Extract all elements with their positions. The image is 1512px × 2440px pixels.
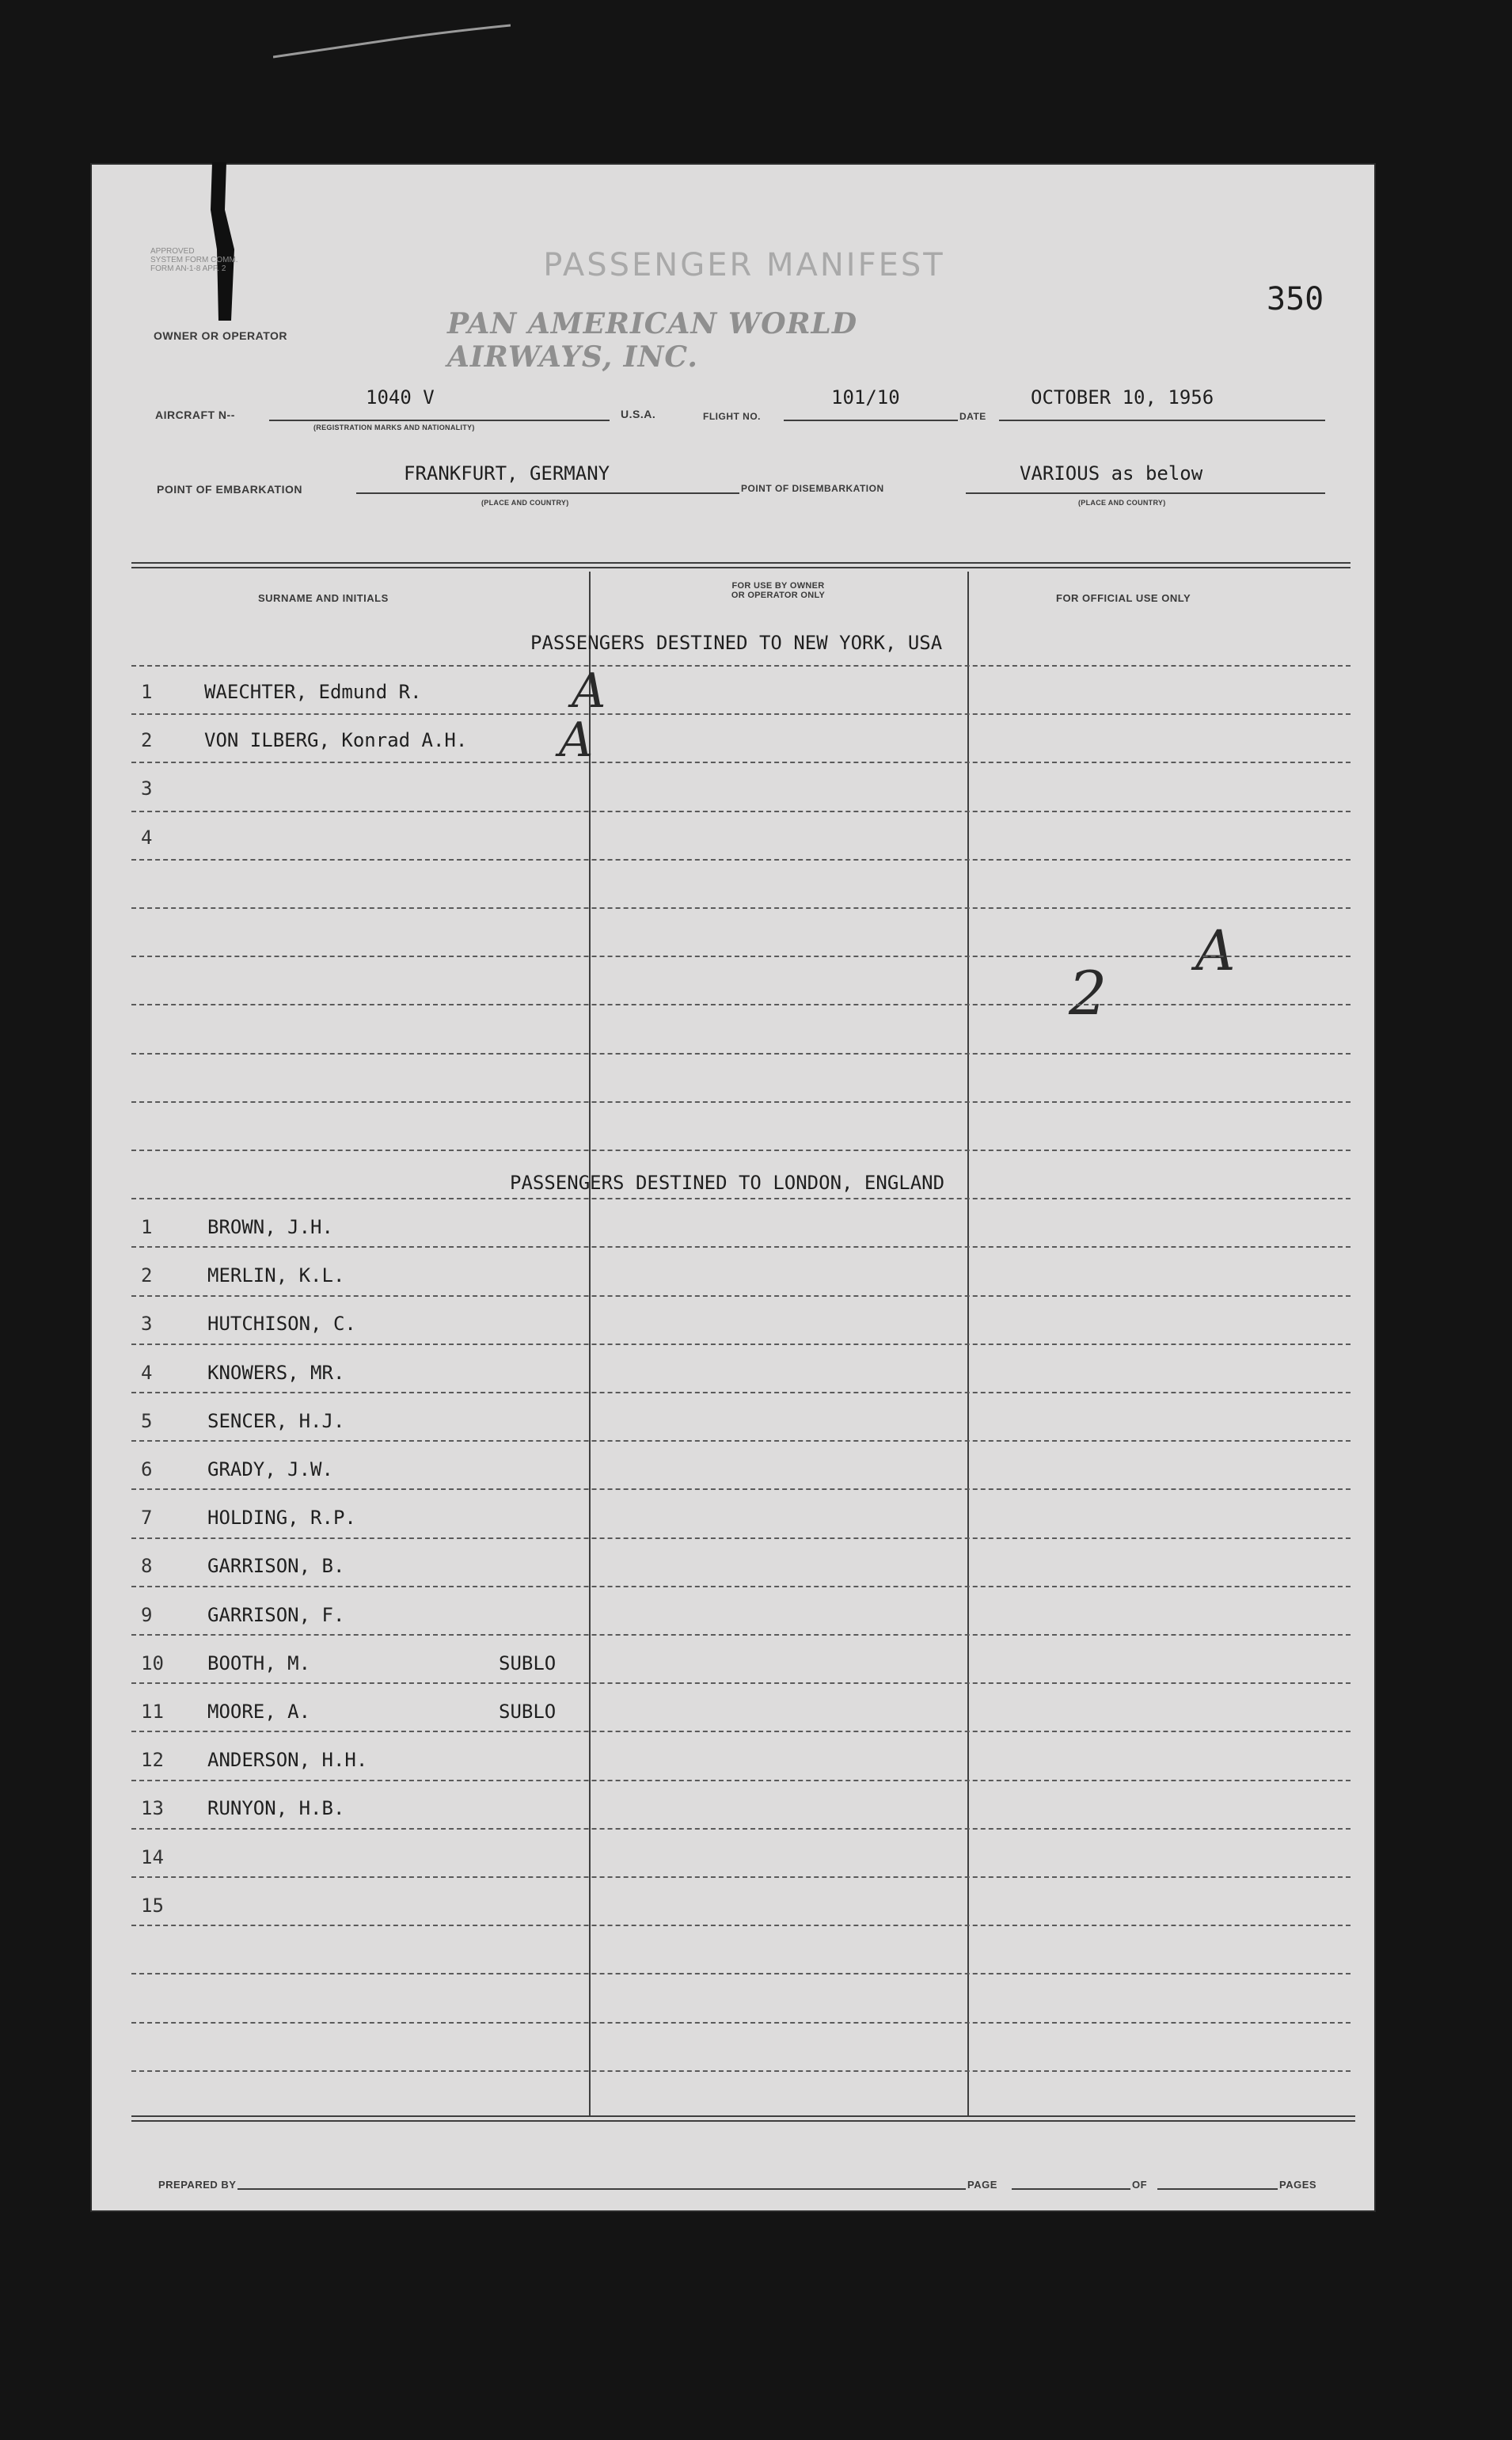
- table-row-rule: [131, 1053, 1351, 1055]
- registration-sublabel: (REGISTRATION MARKS AND NATIONALITY): [313, 424, 475, 431]
- table-row-rule: [131, 1925, 1351, 1926]
- row-number: 11: [141, 1701, 164, 1723]
- passenger-name: VON ILBERG, Konrad A.H.: [204, 729, 468, 751]
- col-official-header: FOR OFFICIAL USE ONLY: [1056, 592, 1191, 604]
- handwritten-mark-1: A: [572, 663, 606, 719]
- flight-no-label: FLIGHT NO.: [703, 411, 761, 422]
- table-row-rule: [131, 1150, 1351, 1151]
- table-row-rule: [131, 907, 1351, 909]
- row-number: 6: [141, 1458, 153, 1480]
- aircraft-underline: [269, 420, 610, 421]
- row-number: 8: [141, 1555, 153, 1577]
- table-row-rule: [131, 956, 1351, 957]
- table-row-rule: [131, 2022, 1351, 2024]
- handwritten-initial: A: [1195, 918, 1236, 983]
- of-underline: [1157, 2188, 1278, 2190]
- row-number: 4: [141, 1362, 153, 1384]
- table-row-rule: [131, 762, 1351, 763]
- table-row-rule: [131, 1101, 1351, 1103]
- disembarkation-underline: [966, 492, 1325, 494]
- passenger-name: WAECHTER, Edmund R.: [204, 681, 422, 703]
- owner-operator-label: OWNER OR OPERATOR: [154, 329, 287, 342]
- embarkation-sublabel: (PLACE AND COUNTRY): [481, 499, 569, 507]
- table-row-rule: [131, 1973, 1351, 1974]
- passenger-name: HOLDING, R.P.: [207, 1507, 356, 1529]
- table-top-rule-2: [131, 567, 1351, 568]
- document-title: PASSENGER MANIFEST: [543, 247, 945, 283]
- flight-no-value: 101/10: [831, 386, 900, 409]
- airline-name: PAN AMERICAN WORLD AIRWAYS, INC.: [447, 307, 858, 374]
- table-row-rule: [131, 1682, 1351, 1684]
- page-label: PAGE: [967, 2179, 997, 2191]
- row-number: 7: [141, 1507, 153, 1529]
- date-value: OCTOBER 10, 1956: [1031, 386, 1214, 409]
- row-number: 2: [141, 729, 153, 751]
- col-owner-line-1: FOR USE BY OWNER: [731, 581, 825, 591]
- table-row-rule: [131, 1004, 1351, 1005]
- disembarkation-label: POINT OF DISEMBARKATION: [741, 483, 884, 494]
- section-heading-new-york: PASSENGERS DESTINED TO NEW YORK, USA: [530, 632, 943, 654]
- table-top-rule-1: [131, 562, 1351, 564]
- disembarkation-sublabel: (PLACE AND COUNTRY): [1078, 499, 1166, 507]
- row-number: 14: [141, 1846, 164, 1868]
- passenger-note: SUBLO: [499, 1701, 557, 1723]
- page-number: 350: [1267, 281, 1324, 317]
- passenger-name: GARRISON, F.: [207, 1604, 345, 1626]
- table-row-rule: [131, 1876, 1351, 1878]
- passenger-name: ANDERSON, H.H.: [207, 1749, 368, 1771]
- table-row-rule: [131, 1537, 1351, 1539]
- prepared-by-label: PREPARED BY: [158, 2179, 237, 2191]
- table-row-rule: [131, 1198, 1351, 1199]
- passenger-name: KNOWERS, MR.: [207, 1362, 345, 1384]
- handwritten-mark-2: A: [559, 713, 594, 768]
- table-row-rule: [131, 859, 1351, 861]
- row-number: 13: [141, 1797, 164, 1819]
- prepared-by-underline: [237, 2188, 966, 2190]
- usa-label: U.S.A.: [621, 408, 656, 420]
- passenger-name: RUNYON, H.B.: [207, 1797, 345, 1819]
- embarkation-label: POINT OF EMBARKATION: [157, 483, 302, 496]
- row-number: 4: [141, 827, 153, 849]
- flight-underline: [784, 420, 958, 421]
- passenger-name: MOORE, A.: [207, 1701, 311, 1723]
- aircraft-value: 1040 V: [366, 386, 435, 409]
- row-number: 9: [141, 1604, 153, 1626]
- embarkation-value: FRANKFURT, GERMANY: [404, 462, 610, 485]
- disembarkation-value: VARIOUS as below: [1020, 462, 1203, 485]
- table-row-rule: [131, 1828, 1351, 1830]
- passenger-name: MERLIN, K.L.: [207, 1264, 345, 1287]
- approval-stamp: [150, 247, 309, 273]
- col-owner-line-2: OR OPERATOR ONLY: [731, 591, 826, 600]
- col-owner-header: [695, 581, 861, 600]
- table-row-rule: [131, 811, 1351, 812]
- table-row-rule: [131, 1246, 1351, 1248]
- row-number: 5: [141, 1410, 153, 1432]
- table-row-rule: [131, 1634, 1351, 1636]
- clip-shadow: [207, 162, 236, 321]
- table-row-rule: [131, 1440, 1351, 1442]
- page-underline: [1012, 2188, 1130, 2190]
- table-row-rule: [131, 713, 1351, 715]
- table-row-rule: [131, 1295, 1351, 1297]
- date-underline: [999, 420, 1325, 421]
- row-number: 15: [141, 1895, 164, 1917]
- stamp-line-3: FORM AN-1-8 APP. 2: [150, 264, 226, 273]
- row-number: 3: [141, 777, 153, 800]
- row-number: 10: [141, 1652, 164, 1674]
- passenger-name: BROWN, J.H.: [207, 1216, 333, 1238]
- aircraft-label: AIRCRAFT N--: [155, 409, 235, 421]
- table-row-rule: [131, 1392, 1351, 1393]
- passenger-name: GARRISON, B.: [207, 1555, 345, 1577]
- passenger-name: HUTCHISON, C.: [207, 1313, 356, 1335]
- of-label: OF: [1132, 2179, 1148, 2191]
- stamp-line-2: SYSTEM FORM COMM.: [150, 256, 238, 264]
- table-row-rule: [131, 1780, 1351, 1781]
- col-surname-header: SURNAME AND INITIALS: [258, 592, 389, 604]
- table-bottom-rule-1: [131, 2115, 1355, 2117]
- date-label: DATE: [959, 411, 986, 422]
- passenger-name: GRADY, J.W.: [207, 1458, 333, 1480]
- table-row-rule: [131, 1586, 1351, 1587]
- passenger-note: SUBLO: [499, 1652, 557, 1674]
- embarkation-underline: [356, 492, 739, 494]
- table-row-rule: [131, 1731, 1351, 1732]
- table-row-rule: [131, 1344, 1351, 1345]
- row-number: 1: [141, 681, 153, 703]
- table-bottom-rule-2: [131, 2120, 1355, 2122]
- passenger-name: BOOTH, M.: [207, 1652, 311, 1674]
- pen-scratch-mark: [273, 24, 511, 63]
- table-row-rule: [131, 665, 1351, 667]
- row-number: 12: [141, 1749, 164, 1771]
- section-heading-london: PASSENGERS DESTINED TO LONDON, ENGLAND: [510, 1172, 945, 1194]
- row-number: 1: [141, 1216, 153, 1238]
- pages-label: PAGES: [1279, 2179, 1317, 2191]
- passenger-name: SENCER, H.J.: [207, 1410, 345, 1432]
- stamp-line-1: APPROVED: [150, 247, 195, 256]
- row-number: 2: [141, 1264, 153, 1287]
- table-row-rule: [131, 1488, 1351, 1490]
- table-row-rule: [131, 2070, 1351, 2072]
- row-number: 3: [141, 1313, 153, 1335]
- handwritten-count: 2: [1069, 958, 1107, 1028]
